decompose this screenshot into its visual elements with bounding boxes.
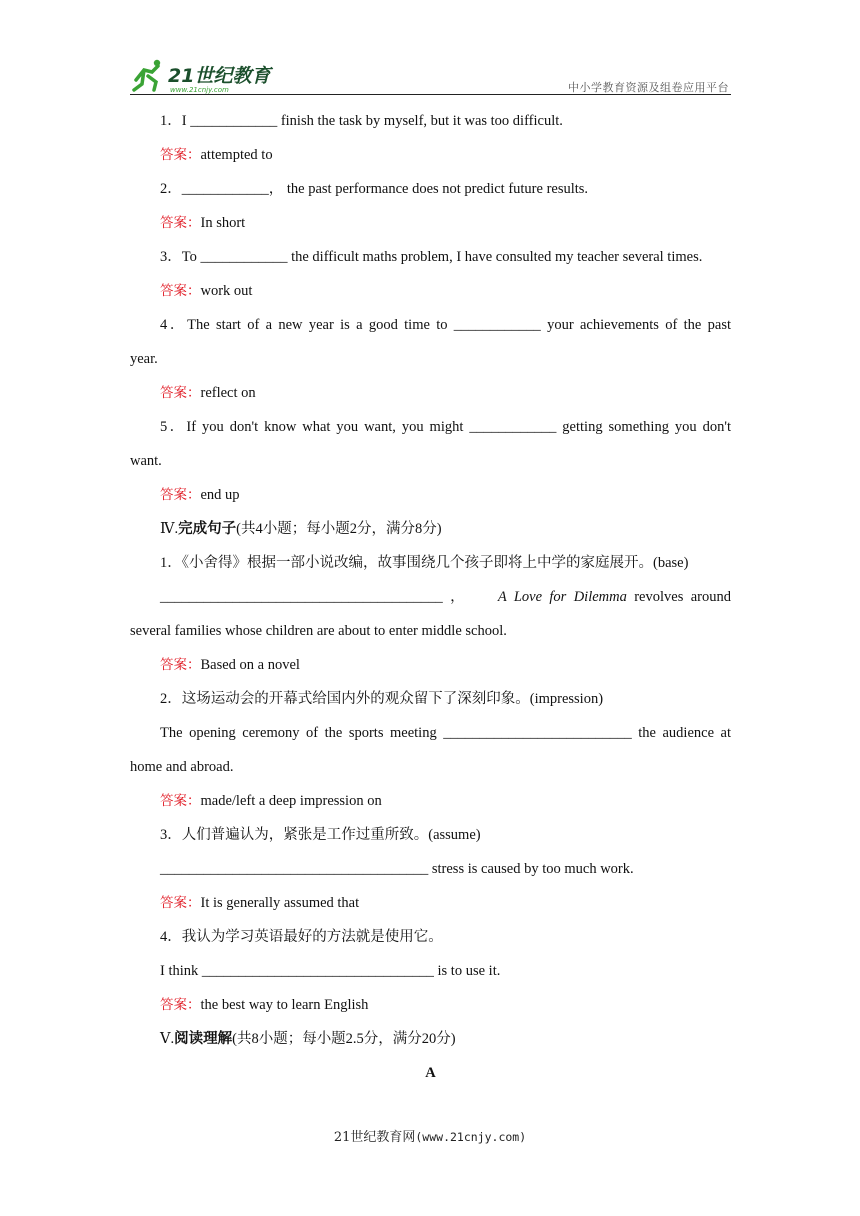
s3-question-4-line2: year.	[130, 351, 158, 367]
sentence-rest: revolves around	[626, 589, 731, 605]
answer-blank: _______________________________________ ，	[160, 589, 469, 605]
section4-title: 完成句子	[178, 521, 237, 537]
answer-label: 答案：	[160, 895, 201, 911]
answer-label: 答案：	[160, 283, 201, 299]
s4-question-1-cn: 1．《小舍得》根据一部小说改编，故事围绕几个孩子即将上中学的家庭展开。(base)	[160, 555, 689, 571]
answer-text: the best way to learn English	[200, 997, 369, 1013]
answer-label: 答案：	[160, 657, 201, 673]
s3-answer-3	[130, 274, 731, 308]
section5-number: Ⅴ.	[160, 1031, 175, 1047]
page-footer	[0, 1126, 860, 1145]
answer-text: attempted to	[200, 147, 273, 163]
s4-question-2-en-line1: The opening ceremony of the sports meeting __________________________ the audience at	[160, 725, 731, 741]
runner-icon	[134, 66, 158, 90]
s4-answer-3	[130, 886, 731, 920]
film-title: A Love for Dilemma	[497, 589, 627, 605]
s4-question-3-en: _____________________________________ stress is caused by too much work.	[160, 861, 634, 877]
footer-url: (www.21cnjy.com)	[415, 1130, 527, 1144]
s3-answer-4	[130, 376, 731, 410]
header-divider	[130, 94, 731, 95]
answer-text: made/left a deep impression on	[200, 793, 382, 809]
s3-answer-5	[130, 478, 731, 512]
page-header	[130, 56, 731, 96]
section5-heading	[130, 1022, 731, 1056]
header-platform-text: 中小学教育资源及组卷应用平台	[568, 81, 729, 94]
answer-text: In short	[200, 215, 246, 231]
s4-question-3-cn: 3．人们普遍认为，紧张是工作过重所致。(assume)	[160, 827, 481, 843]
s3-question-3: 3．To ____________ the difficult maths problem, I have consulted my teacher several times.	[160, 249, 703, 265]
section4-number: Ⅳ.	[160, 521, 179, 537]
answer-label: 答案：	[160, 215, 201, 231]
answer-label: 答案：	[160, 793, 201, 809]
s4-question-2-cn: 2．这场运动会的开幕式给国内外的观众留下了深刻印象。(impression)	[160, 691, 604, 707]
s4-question-4-en: I think ________________________________ is to use it.	[160, 963, 501, 979]
footer-site: 21世纪教育网	[333, 1130, 416, 1145]
s3-question-1: 1．I ____________ finish the task by myself, but it was too difficult.	[160, 113, 563, 129]
site-logo	[130, 58, 290, 94]
s3-question-4-line1: 4．The start of a new year is a good time to ____________ your achievements of the past	[160, 317, 731, 333]
s4-question-2-en-line2: home and abroad.	[130, 759, 234, 775]
answer-text: Based on a novel	[200, 657, 300, 673]
s4-answer-2	[130, 784, 731, 818]
answer-text: end up	[200, 487, 240, 503]
s4-question-1-en-line2: several families whose children are about to enter middle school.	[130, 623, 507, 639]
answer-text: work out	[200, 283, 253, 299]
s4-answer-4	[130, 988, 731, 1022]
s4-question-4-cn: 4．我认为学习英语最好的方法就是使用它。	[160, 929, 443, 945]
section5-title: 阅读理解	[174, 1031, 233, 1047]
s3-question-2: 2．____________， the past performance does not predict future results.	[160, 181, 589, 197]
s3-question-5-line1: 5．If you don't know what you want, you might ____________ getting something you don't	[160, 419, 731, 435]
section4-scoring: (共4小题；每小题2分，满分8分)	[236, 521, 442, 537]
passage-label: A	[425, 1065, 436, 1081]
logo-url: www.21cnjy.com	[170, 86, 229, 94]
s4-answer-1	[130, 648, 731, 682]
answer-label: 答案：	[160, 487, 201, 503]
answer-label: 答案：	[160, 997, 201, 1013]
logo-text: 21世纪教育	[168, 65, 271, 87]
s4-question-1-en	[130, 580, 731, 614]
s3-answer-2	[130, 206, 731, 240]
section4-heading	[130, 512, 731, 546]
answer-text: It is generally assumed that	[200, 895, 360, 911]
section5-scoring: (共8小题；每小题2.5分，满分20分)	[232, 1031, 456, 1047]
worksheet-content	[130, 104, 731, 1090]
s3-answer-1	[130, 138, 731, 172]
runner-head-icon	[154, 60, 160, 66]
answer-text: reflect on	[200, 385, 256, 401]
s3-question-5-line2: want.	[130, 453, 162, 469]
answer-label: 答案：	[160, 147, 201, 163]
answer-label: 答案：	[160, 385, 201, 401]
